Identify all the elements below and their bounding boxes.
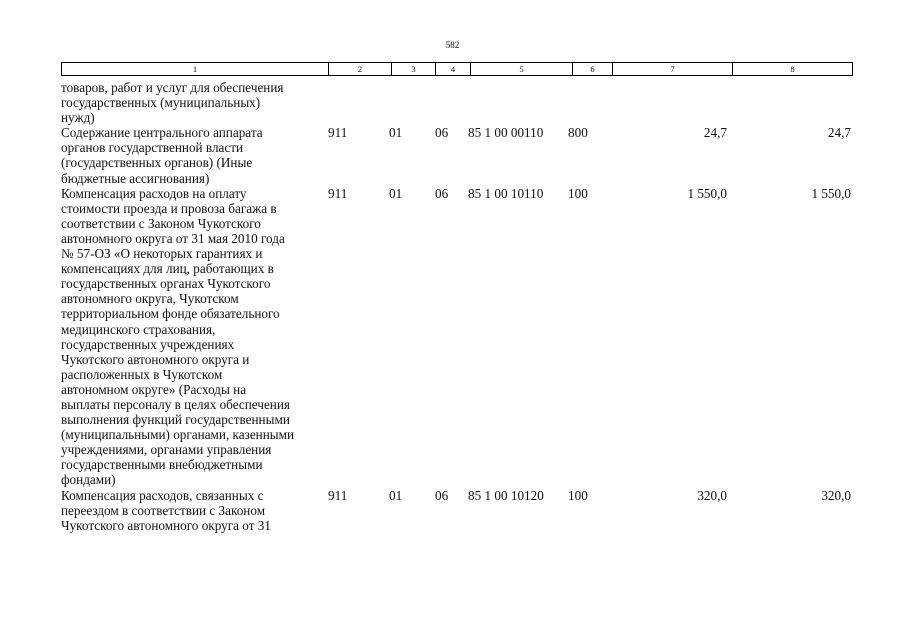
row-ministry-code: 911 (328, 125, 348, 141)
header-col-2: 2 (329, 63, 392, 75)
row-subsection: 06 (435, 185, 449, 201)
table-header (61, 62, 853, 76)
row-amount-2: 1 550,0 (811, 185, 851, 201)
header-col-1: 1 (62, 63, 329, 75)
row-expense-type: 100 (568, 487, 588, 503)
header-col-5: 5 (471, 63, 573, 75)
row-amount-2: 320,0 (821, 487, 851, 503)
table-row (61, 80, 861, 125)
row-expense-type: 800 (568, 125, 588, 141)
header-col-7: 7 (613, 63, 733, 75)
header-col-4: 4 (436, 63, 471, 75)
row-amount-2 (727, 80, 851, 125)
row-subsection (435, 80, 468, 125)
row-amount-1: 320,0 (697, 487, 727, 503)
row-ministry-code: 911 (328, 487, 348, 503)
header-col-3: 3 (392, 63, 436, 75)
row-expense-type (568, 80, 608, 125)
row-amount-1: 1 550,0 (687, 185, 727, 201)
row-amount-1 (608, 80, 727, 125)
row-ministry-code: 911 (328, 185, 348, 201)
row-amount-2: 24,7 (827, 125, 851, 141)
page-number: 582 (445, 40, 460, 50)
header-col-6: 6 (573, 63, 613, 75)
row-subsection: 06 (435, 125, 449, 141)
row-description: Компенсация расходов, связанных с переездом в соответствии с Законом Чукотского автономного округа от 31 (61, 487, 271, 533)
row-subsection: 06 (435, 487, 449, 503)
row-target-article (468, 80, 568, 125)
row-target-article: 85 1 00 10110 (468, 185, 544, 201)
row-section: 01 (389, 487, 403, 503)
row-ministry-code (328, 80, 389, 125)
table-row (61, 125, 861, 185)
row-target-article: 85 1 00 00110 (468, 125, 544, 141)
row-section (389, 80, 435, 125)
row-description: товаров, работ и услуг для обеспечения государственных (муниципальных) нужд) (61, 80, 284, 126)
header-col-8: 8 (790, 64, 795, 74)
row-amount-1: 24,7 (703, 125, 727, 141)
row-target-article: 85 1 00 10120 (468, 487, 544, 503)
row-section: 01 (389, 185, 403, 201)
table-body (61, 80, 861, 533)
row-description: Содержание центрального аппарата органов государственной власти (государственных органов) (Иные бюджетные ассигнования) (61, 125, 263, 186)
table-row (61, 488, 861, 533)
row-expense-type: 100 (568, 185, 588, 201)
table-row (61, 186, 861, 488)
row-description: Компенсация расходов на оплату стоимости проезда и провоза багажа в соответствии с Законом Чукотского автономного округа от 31 мая 2010 года № 57-ОЗ «О некоторых гарантиях и компенсациях для лиц, работающих в государственных органах Чукотского автономного округа, Чукотском территориальном фонде обязательного медицинского страхования, государственных учреждениях Чукотского автономного округа и расположенных в Чукотском автономном округе» (Расходы на выплаты персоналу в целях обеспечения выполнения функций государственными (муниципальными) органами, казенными учреждениями, органами управления государственными внебюджетными фондами) (61, 185, 295, 488)
row-section: 01 (389, 125, 403, 141)
